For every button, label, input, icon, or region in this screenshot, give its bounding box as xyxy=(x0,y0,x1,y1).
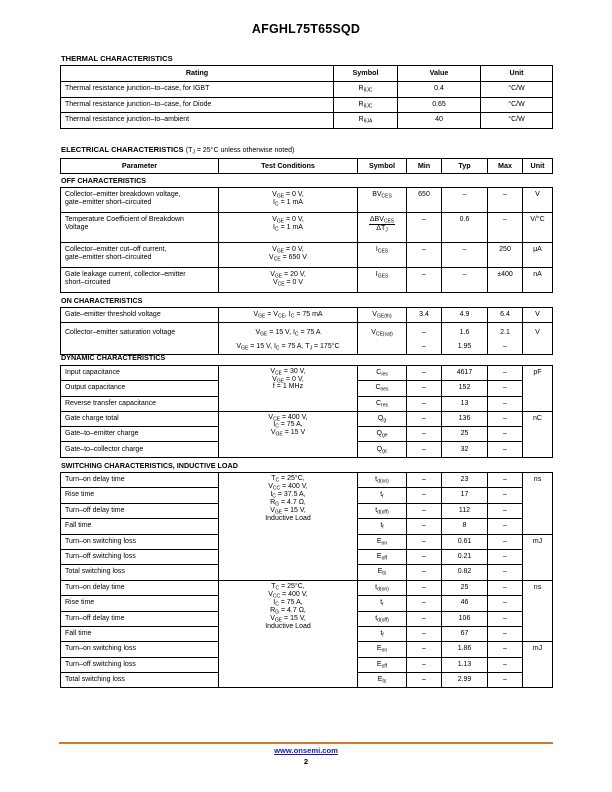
max-cell: – xyxy=(488,673,523,688)
typ-cell: 67 xyxy=(442,626,488,641)
unit-cell: μA xyxy=(523,243,553,268)
switching-characteristics-title: SWITCHING CHARACTERISTICS, INDUCTIVE LOAD xyxy=(61,461,238,470)
symbol-cell: $Q_{ge}$ xyxy=(358,427,407,442)
rating-cell: Thermal resistance junction–to–case, for IGBT xyxy=(61,82,334,98)
typ-cell: 46 xyxy=(442,596,488,611)
parameter-cell: Collector–emitter breakdown voltage, gate–emitter short–circuited xyxy=(61,188,219,213)
min-cell: – xyxy=(407,442,442,457)
parameter-cell: Turn–on switching loss xyxy=(61,534,219,549)
symbol-cell: $t_{d(off)}$ xyxy=(358,611,407,626)
max-cell: – xyxy=(488,488,523,503)
min-cell: – xyxy=(407,243,442,268)
typ-cell: – xyxy=(442,243,488,268)
symbol-cell: $R_{\theta JC}$ xyxy=(334,82,398,98)
typ-cell: 32 xyxy=(442,442,488,457)
parameter-cell: Turn–on delay time xyxy=(61,473,219,488)
max-cell: 2.1 – xyxy=(488,323,523,355)
switching-characteristics-table xyxy=(60,472,553,688)
max-cell: 6.4 xyxy=(488,308,523,323)
value-cell: 0.65 xyxy=(398,97,481,113)
header-unit: Unit xyxy=(481,66,553,82)
symbol-cell: $V_{CE(sat)}$ xyxy=(358,323,407,355)
symbol-cell: $R_{\theta JC}$ xyxy=(334,97,398,113)
symbol-cell: $I_{CES}$ xyxy=(358,243,407,268)
parameter-cell: Gate charge total xyxy=(61,411,219,426)
thermal-section-title: THERMAL CHARACTERISTICS xyxy=(61,54,173,63)
symbol-cell: $BV_{CES}$ xyxy=(358,188,407,213)
conditions-cell: $V_{CE} = 400$ V, $I_C = 75$ A, $V_{GE} = 15$ V xyxy=(219,411,358,457)
value-cell: 40 xyxy=(398,113,481,129)
min-cell: – xyxy=(407,519,442,534)
typ-cell: – xyxy=(442,268,488,293)
typ-cell: 106 xyxy=(442,611,488,626)
parameter-cell: Gate leakage current, collector–emitter short–circuited xyxy=(61,268,219,293)
max-cell: – xyxy=(488,411,523,426)
unit-cell: V xyxy=(523,323,553,355)
max-cell: – xyxy=(488,626,523,641)
symbol-cell: $t_r$ xyxy=(358,488,407,503)
typ-cell: – xyxy=(442,188,488,213)
document-title: AFGHL75T65SQD xyxy=(251,22,361,36)
electrical-title-text: ELECTRICAL CHARACTERISTICS xyxy=(61,145,184,154)
parameter-cell: Total switching loss xyxy=(61,673,219,688)
max-cell: – xyxy=(488,366,523,381)
symbol-cell: $t_{d(off)}$ xyxy=(358,503,407,518)
off-characteristics-table xyxy=(60,187,553,293)
max-cell: – xyxy=(488,381,523,396)
electrical-section-title xyxy=(61,145,294,154)
typ-cell: 25 xyxy=(442,427,488,442)
on-characteristics-table xyxy=(60,307,553,355)
symbol-cell: $t_{d(on)}$ xyxy=(358,580,407,595)
unit-cell: nC xyxy=(523,411,553,457)
header-min: Min xyxy=(407,159,442,174)
dynamic-row xyxy=(61,411,553,426)
min-cell: – xyxy=(407,596,442,611)
symbol-cell: $Q_g$ xyxy=(358,411,407,426)
on-row xyxy=(61,323,553,355)
min-cell: – xyxy=(407,549,442,564)
symbol-cell: $t_r$ xyxy=(358,596,407,611)
unit-cell: V/°C xyxy=(523,213,553,243)
typ-cell: 136 xyxy=(442,411,488,426)
min-cell: – xyxy=(407,473,442,488)
on-characteristics-title: ON CHARACTERISTICS xyxy=(61,296,143,305)
conditions-cell: $V_{GE} = 0$ V, $I_C = 1$ mA xyxy=(219,188,358,213)
symbol-cell: $t_{d(on)}$ xyxy=(358,473,407,488)
max-cell: ±400 xyxy=(488,268,523,293)
symbol-cell: $C_{res}$ xyxy=(358,396,407,411)
conditions-cell: $T_C = 25^\circ C$, $V_{CC} = 400$ V, $I_C = 75$ A, $R_G = 4.7$ Ω, $V_{GE} = 15$ V, Inductive Load xyxy=(219,580,358,688)
typ-cell: 112 xyxy=(442,503,488,518)
max-cell: – xyxy=(488,442,523,457)
unit-cell: ns xyxy=(523,473,553,535)
max-cell: – xyxy=(488,549,523,564)
parameter-cell: Turn–off delay time xyxy=(61,503,219,518)
max-cell: – xyxy=(488,503,523,518)
symbol-cell: $t_f$ xyxy=(358,519,407,534)
unit-cell: °C/W xyxy=(481,113,553,129)
typ-cell: 13 xyxy=(442,396,488,411)
parameter-cell: Rise time xyxy=(61,488,219,503)
off-row xyxy=(61,243,553,268)
header-value: Value xyxy=(398,66,481,82)
symbol-cell xyxy=(358,213,407,243)
symbol-cell: $E_{ts}$ xyxy=(358,673,407,688)
symbol-cell: $E_{off}$ xyxy=(358,549,407,564)
rating-cell: Thermal resistance junction–to–ambient xyxy=(61,113,334,129)
min-cell: – – xyxy=(407,323,442,355)
unit-cell: mJ xyxy=(523,534,553,580)
symbol-cell: $E_{off}$ xyxy=(358,657,407,672)
unit-cell: nA xyxy=(523,268,553,293)
parameter-cell: Collector–emitter cut–off current, gate–emitter short–circuited xyxy=(61,243,219,268)
min-cell: – xyxy=(407,366,442,381)
min-cell: – xyxy=(407,673,442,688)
conditions-cell: $V_{CE} = 30$ V, $V_{GE} = 0$ V, f = 1 MHz xyxy=(219,366,358,412)
min-cell: 3.4 xyxy=(407,308,442,323)
header-unit: Unit xyxy=(523,159,553,174)
max-cell: – xyxy=(488,642,523,657)
max-cell: – xyxy=(488,213,523,243)
parameter-cell: Turn–off switching loss xyxy=(61,657,219,672)
footer-website-link[interactable]: www.onsemi.com xyxy=(274,746,338,755)
header-test-conditions: Test Conditions xyxy=(219,159,358,174)
min-cell: – xyxy=(407,565,442,580)
symbol-cell: $E_{on}$ xyxy=(358,642,407,657)
symbol-cell: $R_{\theta JA}$ xyxy=(334,113,398,129)
typ-cell: 1.6 1.95 xyxy=(442,323,488,355)
min-cell: – xyxy=(407,657,442,672)
parameter-cell: Turn–off switching loss xyxy=(61,549,219,564)
max-cell: – xyxy=(488,611,523,626)
symbol-cell: $C_{oes}$ xyxy=(358,381,407,396)
header-max: Max xyxy=(488,159,523,174)
conditions-cell: $V_{GE} = 20$ V, $V_{CE} = 0$ V xyxy=(219,268,358,293)
unit-cell: pF xyxy=(523,366,553,412)
off-row xyxy=(61,188,553,213)
header-symbol: Symbol xyxy=(334,66,398,82)
header-symbol: Symbol xyxy=(358,159,407,174)
min-cell: – xyxy=(407,642,442,657)
off-row xyxy=(61,213,553,243)
typ-cell: 4.9 xyxy=(442,308,488,323)
unit-cell: °C/W xyxy=(481,82,553,98)
switching-row xyxy=(61,580,553,595)
min-cell: – xyxy=(407,411,442,426)
parameter-cell: Collector–emitter saturation voltage xyxy=(61,323,219,355)
thermal-row xyxy=(61,97,553,113)
unit-cell: °C/W xyxy=(481,97,553,113)
min-cell: 650 xyxy=(407,188,442,213)
rating-cell: Thermal resistance junction–to–case, for Diode xyxy=(61,97,334,113)
min-cell: – xyxy=(407,580,442,595)
typ-cell: 8 xyxy=(442,519,488,534)
max-cell: – xyxy=(488,519,523,534)
conditions-cell: $V_{GE} = 0$ V, $V_{CE} = 650$ V xyxy=(219,243,358,268)
value-cell: 0.4 xyxy=(398,82,481,98)
conditions-cell: $V_{GE} = 15$ V, $I_C = 75$ A $V_{GE} = 15$ V, $I_C = 75$ A, $T_J = 175^\circ C$ xyxy=(219,323,358,355)
typ-cell: 0.21 xyxy=(442,549,488,564)
parameter-cell: Output capacitance xyxy=(61,381,219,396)
symbol-cell: $V_{GE(th)}$ xyxy=(358,308,407,323)
parameter-cell: Temperature Coefficient of Breakdown Voltage xyxy=(61,213,219,243)
parameter-cell: Turn–on switching loss xyxy=(61,642,219,657)
thermal-row xyxy=(61,82,553,98)
parameter-cell: Gate–emitter threshold voltage xyxy=(61,308,219,323)
dynamic-characteristics-table xyxy=(60,365,553,458)
parameter-cell: Turn–on delay time xyxy=(61,580,219,595)
typ-cell: 1.13 xyxy=(442,657,488,672)
max-cell: – xyxy=(488,565,523,580)
thermal-row xyxy=(61,113,553,129)
header-parameter: Parameter xyxy=(61,159,219,174)
parameter-cell: Fall time xyxy=(61,626,219,641)
parameter-cell: Turn–off delay time xyxy=(61,611,219,626)
dynamic-row xyxy=(61,366,553,381)
symbol-cell: $C_{ies}$ xyxy=(358,366,407,381)
max-cell: – xyxy=(488,657,523,672)
symbol-cell: $I_{GES}$ xyxy=(358,268,407,293)
parameter-cell: Total switching loss xyxy=(61,565,219,580)
unit-cell: mJ xyxy=(523,642,553,688)
symbol-cell: $t_f$ xyxy=(358,626,407,641)
unit-cell: ns xyxy=(523,580,553,642)
min-cell: – xyxy=(407,503,442,518)
switching-row xyxy=(61,473,553,488)
unit-cell: V xyxy=(523,308,553,323)
typ-cell: 2.99 xyxy=(442,673,488,688)
typ-cell: 4617 xyxy=(442,366,488,381)
typ-cell: 0.6 xyxy=(442,213,488,243)
min-cell: – xyxy=(407,488,442,503)
on-row xyxy=(61,308,553,323)
parameter-cell: Reverse transfer capacitance xyxy=(61,396,219,411)
dynamic-characteristics-title: DYNAMIC CHARACTERISTICS xyxy=(61,353,166,362)
electrical-note: ($T_J = 25^\circ C$ unless otherwise noted) xyxy=(185,147,295,156)
typ-cell: 0.61 xyxy=(442,534,488,549)
typ-cell: 152 xyxy=(442,381,488,396)
typ-cell: 0.82 xyxy=(442,565,488,580)
conditions-cell: $T_C = 25^\circ C$, $V_{CC} = 400$ V, $I_C = 37.5$ A, $R_G = 4.7$ Ω, $V_{GE} = 15$ V, Inductive Load xyxy=(219,473,358,581)
typ-cell: 25 xyxy=(442,580,488,595)
max-cell: – xyxy=(488,596,523,611)
min-cell: – xyxy=(407,534,442,549)
symbol-cell: $E_{ts}$ xyxy=(358,565,407,580)
max-cell: – xyxy=(488,534,523,549)
min-cell: – xyxy=(407,381,442,396)
electrical-header-table xyxy=(60,158,553,174)
max-cell: 250 xyxy=(488,243,523,268)
min-cell: – xyxy=(407,396,442,411)
max-cell: – xyxy=(488,580,523,595)
min-cell: – xyxy=(407,268,442,293)
typ-cell: 23 xyxy=(442,473,488,488)
parameter-cell: Gate–to–emitter charge xyxy=(61,427,219,442)
thermal-characteristics-table xyxy=(60,65,553,129)
min-cell: – xyxy=(407,611,442,626)
typ-cell: 1.86 xyxy=(442,642,488,657)
fraction-symbol: $\frac{\Delta BV_{CES}}{\Delta T_J}$ xyxy=(369,216,395,234)
min-cell: – xyxy=(407,626,442,641)
max-cell: – xyxy=(488,427,523,442)
parameter-cell: Input capacitance xyxy=(61,366,219,381)
off-row xyxy=(61,268,553,293)
unit-cell: V xyxy=(523,188,553,213)
footer-divider xyxy=(59,742,553,744)
symbol-cell: $E_{on}$ xyxy=(358,534,407,549)
page-number: 2 xyxy=(303,757,309,766)
max-cell: – xyxy=(488,473,523,488)
max-cell: – xyxy=(488,396,523,411)
conditions-cell: $V_{GE} = V_{CE}$, $I_C = 75$ mA xyxy=(219,308,358,323)
parameter-cell: Fall time xyxy=(61,519,219,534)
parameter-cell: Gate–to–collector charge xyxy=(61,442,219,457)
max-cell: – xyxy=(488,188,523,213)
header-rating: Rating xyxy=(61,66,334,82)
symbol-cell: $Q_{gc}$ xyxy=(358,442,407,457)
min-cell: – xyxy=(407,213,442,243)
typ-cell: 17 xyxy=(442,488,488,503)
parameter-cell: Rise time xyxy=(61,596,219,611)
conditions-cell: $V_{GE} = 0$ V, $I_C = 1$ mA xyxy=(219,213,358,243)
min-cell: – xyxy=(407,427,442,442)
off-characteristics-title: OFF CHARACTERISTICS xyxy=(61,176,147,185)
header-typ: Typ xyxy=(442,159,488,174)
